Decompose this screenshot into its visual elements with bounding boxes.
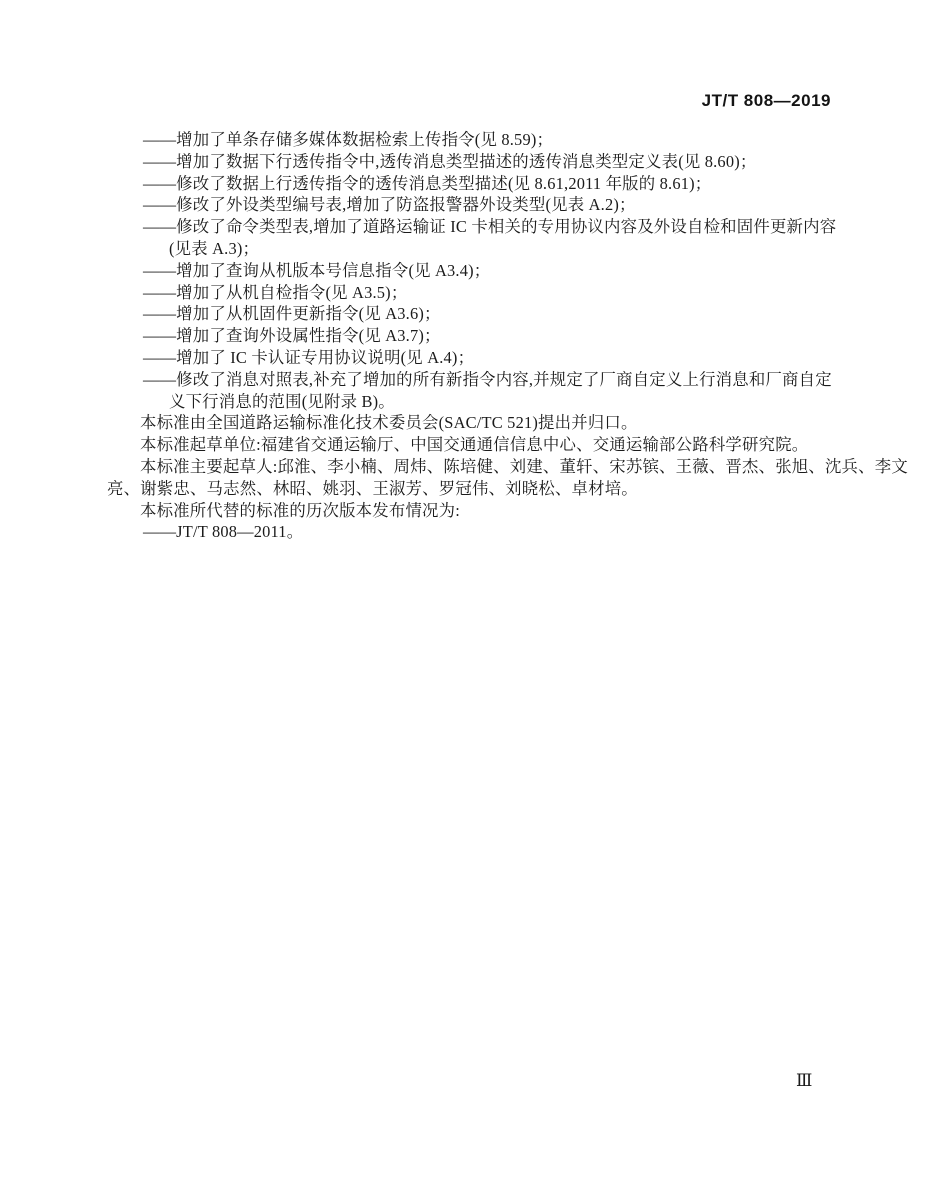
- text-line: ——增加了从机自检指令(见 A3.5)；: [143, 282, 408, 302]
- foreword-body: [107, 129, 908, 543]
- text-line: ——增加了单条存储多媒体数据检索上传指令(见 8.59)；: [143, 130, 554, 149]
- text-line: ——增加了查询外设属性指令(见 A3.7)；: [143, 326, 441, 346]
- standard-number-header: JT/T 808—2019: [701, 91, 831, 110]
- text-line: ——修改了命令类型表,增加了道路运输证 IC 卡相关的专用协议内容及外设自检和固件更新内容: [143, 217, 837, 237]
- text-line: ——增加了 IC 卡认证专用协议说明(见 A.4)；: [143, 347, 475, 367]
- text-line: ——增加了查询从机版本号信息指令(见 A3.4)；: [143, 260, 491, 280]
- text-line: 本标准主要起草人:邱淮、李小楠、周炜、陈培健、刘建、董轩、宋苏镔、王薇、晋杰、张旭、沈兵、李文: [140, 456, 908, 476]
- text-line: 本标准起草单位:福建省交通运输厅、中国交通通信信息中心、交通运输部公路科学研究院。: [140, 435, 809, 455]
- text-line: ——修改了外设类型编号表,增加了防盗报警器外设类型(见表 A.2)；: [143, 195, 636, 215]
- text-line: 义下行消息的范围(见附录 B)。: [169, 391, 395, 411]
- page-number: Ⅲ: [796, 1071, 813, 1090]
- text-line: ——修改了数据上行透传指令的透传消息类型描述(见 8.61,2011 年版的 8.61)；: [143, 173, 712, 193]
- text-line: ——增加了数据下行透传指令中,透传消息类型描述的透传消息类型定义表(见 8.60)；: [143, 151, 757, 171]
- text-line: 亮、谢紫忠、马志然、林昭、姚羽、王淑芳、罗冠伟、刘晓松、卓材培。: [107, 478, 638, 498]
- text-line: ——JT/T 808—2011。: [143, 522, 304, 542]
- text-line: ——增加了从机固件更新指令(见 A3.6)；: [143, 304, 441, 324]
- text-line: 本标准由全国道路运输标准化技术委员会(SAC/TC 521)提出并归口。: [140, 413, 638, 433]
- text-line: 本标准所代替的标准的历次版本发布情况为:: [140, 500, 460, 520]
- text-line: ——修改了消息对照表,补充了增加的所有新指令内容,并规定了厂商自定义上行消息和厂商自定: [143, 369, 832, 389]
- text-line: (见表 A.3)；: [169, 238, 260, 258]
